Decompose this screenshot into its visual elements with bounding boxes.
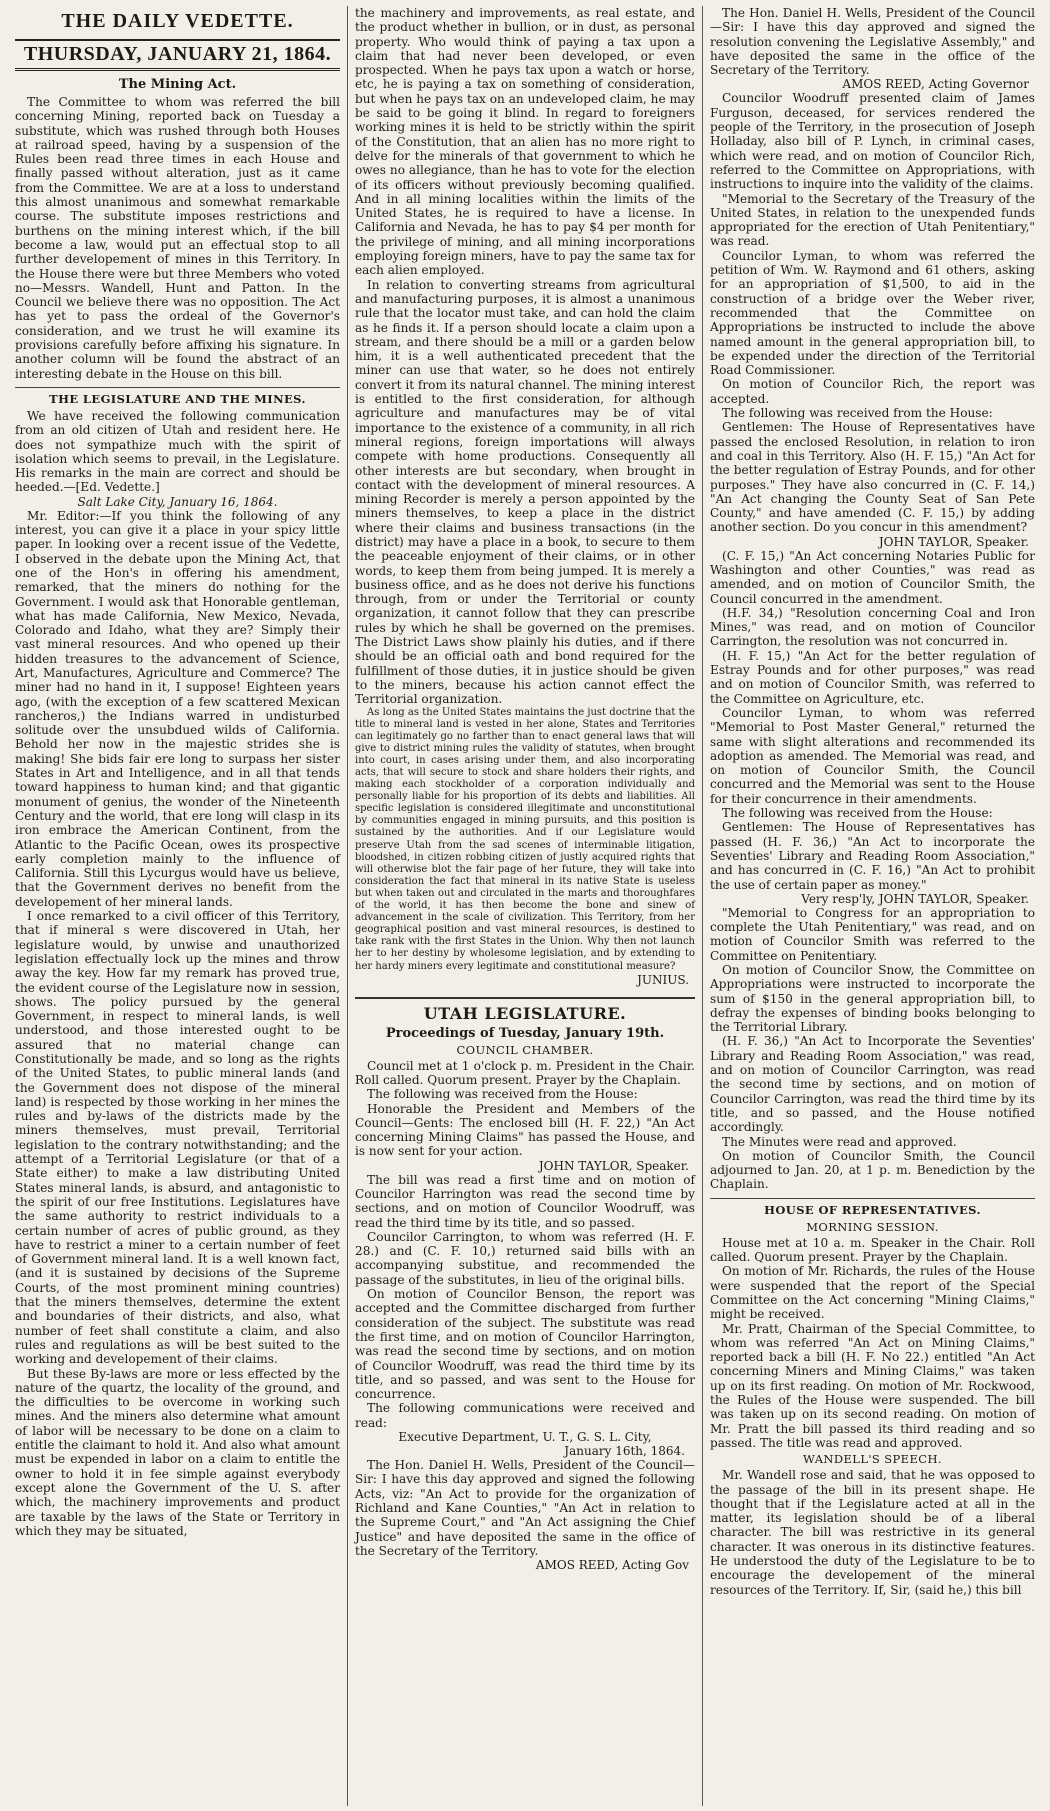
council-paragraph: "Memorial to Congress for an appropriation to complete the Utah Penitentiary," was read, and on motion of Councilor Smith was referred to the Committee on Penitentiary.	[710, 905, 1035, 963]
column-3	[703, 6, 1042, 1806]
council-paragraph: The following communications were received and read:	[355, 1401, 695, 1430]
mining-act-heading: The Mining Act.	[118, 77, 237, 92]
letter-paragraph-5: In relation to converting streams from agricultural and manufacturing purposes, it is almost a unanimous rule that the locator must take, and can hold the claim as he finds it. If a person should locate a claim upon a stream, and there should be a mill or a garden below him, it is a well authenticated precedent that the miner can use that water, so he does not entirely convert it from its natural channel. The mining interest is entitled to the first consideration, for although agriculture and manufactures may be of vital importance to the existence of a community, in all rich mineral regions, foreign importations will always compete with home productions. Consequently all other interests are but secondary, when brought in contact with the development of mineral resources. A mining Recorder is merely a person appointed by the miners themselves, to keep a place in the district where their claims and business transactions (in the district) may have a place in a book, to secure to them the peaceable enjoyment of their claims, or in other words, to keep them from being jumped. It is merely a business office, and as he does not derive his functions through, from or under the Territorial or county organization, it cannot follow that they can prescribe rules by which he shall be governed on the premises. The District Laws show plainly his duties, and if there should be an official oath and bond required for the fulfillment of those duties, it in justice should be given to the miners, because his action cannot effect the Territorial organization.	[355, 277, 695, 707]
executive-department-line: Executive Department, U. T., G. S. L. City,	[398, 1430, 652, 1445]
legislature-mines-intro: We have received the following communication from an old citizen of Utah and resident here. He does not sympathize much with the spirit of isolation which seems to prevail, in the Legislature. His remarks in the main are correct and should be heeded.—[Ed. Vedette.]	[15, 408, 340, 495]
council-paragraph: On motion of Councilor Smith, the Council adjourned to Jan. 20, at 1 p. m. Benediction by the Chaplain.	[710, 1148, 1035, 1192]
governor-signature: AMOS REED, Acting Governor	[842, 77, 1029, 92]
council-paragraph: The Hon. Daniel H. Wells, President of the Council—Sir: I have this day approved and signed the following Acts, viz: "An Act to provide for the organization of Richland and Kane Counties," "An Act in relation to the Supreme Court," and "An Act assigning the Chief Justice" and have deposited the same in the office of the Secretary of the Territory.	[355, 1458, 695, 1558]
masthead: THE DAILY VEDETTE.	[61, 10, 294, 32]
council-paragraph: (H. F. 15,) "An Act for the better regulation of Estray Pounds and for other purposes," was read and on motion of Councilor Smith, was referred to the Committee on Agriculture, etc.	[710, 648, 1035, 706]
governor-signature: AMOS REED, Acting Gov	[535, 1558, 689, 1573]
house-paragraph: Mr. Wandell rose and said, that he was opposed to the passage of the bill in its present shape. He thought that if the Legislature acted at all in the matter, its legislation should be of a liberal character. The bill was restrictive in its general character. It was onerous in its distinctive features. He understood the duty of the Legislature to be to encourage the developement of the mineral resources of the Territory. If, Sir, (said he,) this bill	[710, 1468, 1035, 1597]
mining-act-paragraph: The Committee to whom was referred the bill concerning Mining, reported back on Tuesday a substitute, which was rushed through both Houses at railroad speed, having by a suspension of the Rules been read three times in each House and finally passed without alteration, just as it came from the Committee. We are at a loss to understand this almost unanimous and somewhat remarkable course. The substitute imposes restrictions and burthens on the mining interest which, if the bill become a law, would put an effectual stop to all further developement of mines in this Territory. In the House there were but three Members who voted no—Messrs. Wandell, Hunt and Patton. In the Council we believe there was no opposition. The Act has yet to pass the ordeal of the Governor's consideration, and we trust he will examine its provisions carefully before affixing his signature. In another column will be found the abstract of an interesting debate in the House on this bill.	[15, 95, 340, 381]
legislature-mines-heading: THE LEGISLATURE AND THE MINES.	[15, 387, 340, 406]
wandell-speech-heading: WANDELL'S SPEECH.	[803, 1452, 942, 1467]
council-paragraph: Councilor Woodruff presented claim of James Furguson, deceased, for services rendered the people of the Territory, in the prosecution of Joseph Holladay, also bill of P. Lynch, in criminal cases, which were read, and on motion of Councilor Rich, referred to the Committee on Appropriations, with instructions to inquire into the validity of the claims.	[710, 91, 1035, 192]
council-paragraph: Council met at 1 o'clock p. m. President in the Chair. Roll called. Quorum present. Prayer by the Chaplain.	[355, 1058, 695, 1087]
council-paragraph: Honorable the President and Members of the Council—Gents: The enclosed bill (H. F. 22,) "An Act concerning Mining Claims" has passed the House, and is now sent for your action.	[355, 1101, 695, 1159]
dateline: THURSDAY, JANUARY 21, 1864.	[15, 39, 340, 71]
speaker-signature: JOHN TAYLOR, Speaker.	[878, 534, 1029, 549]
utah-legislature-heading: UTAH LEGISLATURE.	[355, 997, 695, 1023]
house-paragraph: House met at 10 a. m. Speaker in the Chair. Roll called. Quorum present. Prayer by the Chaplain.	[710, 1235, 1035, 1265]
speaker-signature: Very resp'ly, JOHN TAYLOR, Speaker.	[801, 891, 1029, 906]
council-chamber-heading: COUNCIL CHAMBER.	[456, 1042, 594, 1057]
council-paragraph: The Minutes were read and approved.	[722, 1134, 957, 1149]
speaker-signature: JOHN TAYLOR, Speaker.	[538, 1158, 689, 1173]
council-paragraph: The following was received from the House:	[722, 406, 993, 421]
executive-date-line: January 16th, 1864.	[564, 1444, 685, 1459]
letter-paragraph-4: the machinery and improvements, as real estate, and the product whether in bullion, or in dust, as personal property. Who would think of paying a tax upon a claim that had never been developed, or even prospected. When he pays tax upon a watch or horse, etc, he is paying a tax on something of consideration, but when he pays tax on an undeveloped claim, he may be said to be going it blind. In regard to foreigners working mines it is held to be strictly within the spirit of the Constitution, that an alien has no more right to delve for the minerals of that government to which he owes no allegiance, than he has to vote for the election of its officers without previously becoming qualified. And in all mining localities within the limits of the United States, he is required to have a license. In California and Nevada, he has to pay $4 per month for the privilege of mining, and all mining incorporations employing foreign miners, have to pay the same tax for each alien employed.	[355, 6, 695, 278]
council-paragraph: The Hon. Daniel H. Wells, President of the Council—Sir: I have this day approved and signed the resolution convening the Legislative Assembly," and have deposited the same in the office of the Secretary of the Territory.	[710, 6, 1035, 78]
council-paragraph: (H. F. 36,) "An Act to Incorporate the Seventies' Library and Reading Room Association," was read, and on motion of Councilor Carrington, was read the second time by sections, and on motion of Councilor Carrington, was read the third time by its title, and so passed, and the House notified accordingly.	[710, 1034, 1035, 1135]
council-paragraph: Councilor Lyman, to whom was referred "Memorial to Post Master General," returned the same with slight alterations and recommended its adoption as amended. The Memorial was read, and on motion of Councilor Smith, the Council concurred and the Memorial was sent to the House for their concurrence in their amendments.	[710, 705, 1035, 806]
letter-paragraph-1: Mr. Editor:—If you think the following of any interest, you can give it a place in your spicy little paper. In looking over a recent issue of the Vedette, I observed in the debate upon the Mining Act, that one of the Hon's in offering his amendment, remarked, that the miners do nothing for the Government. I would ask that Honorable gentleman, what has made California, New Mexico, Nevada, Colorado and Idaho, what they are? Simply their vast mineral resources. And who opened up their hidden treasures to the advancement of Science, Art, Manufactures, Agriculture and Commerce? The miner had no hand in it, I suppose! Eighteen years ago, (with the exception of a few scattered Mexican rancheros,) the Indians warred in undisturbed solitude over the unsubdued wilds of California. Behold her now in the majestic strides she is making! She bids fair ere long to surpass her sister States in Art and Intelligence, and in all that tends toward happiness to human kind; and that gigantic monument of genius, the wonder of the Nineteenth Century and the world, that ere long will clasp in its iron embrace the American Continent, from the Atlantic to the Pacific Ocean, owes its prospective early completion mainly to the influence of California. Still this Lycurgus would have us believe, that the Government derives no benefit from the developement of her mineral lands.	[15, 508, 340, 909]
council-paragraph: The following was received from the House:	[367, 1087, 638, 1102]
council-paragraph: Gentlemen: The House of Representatives has passed (H. F. 36,) "An Act to incorporate the Seventies' Library and Reading Room Association," and has concurred in (C. F. 16,) "An Act to prohibit the use of certain paper as money."	[710, 820, 1035, 892]
morning-session-heading: MORNING SESSION.	[806, 1219, 939, 1234]
letter-paragraph-3: But these By-laws are more or less effected by the nature of the quartz, the locality of the ground, and the difficulties to be overcome in working such mines. And the miners also determine what amount of labor will be necessary to be done on a claim to entitle the claimant to hold it. And also what amount must be expended in labor on a claim to entitle the owner to hold it in fee simple against everybody except alone the Government of the U. S. after which, the machinery improvements and product are taxable by the laws of the State or Territory in which they may be situated,	[15, 1366, 340, 1538]
proceedings-subheading: Proceedings of Tuesday, January 19th.	[385, 1025, 665, 1041]
house-heading: HOUSE OF REPRESENTATIVES.	[710, 1198, 1035, 1217]
column-2	[348, 6, 703, 1806]
council-paragraph: Councilor Carrington, to whom was referred (H. F. 28.) and (C. F. 10,) returned said bills with an accompanying substitue, and recommended the passage of the substitutes, in lieu of the original bills.	[355, 1229, 695, 1287]
council-paragraph: The following was received from the House:	[722, 806, 993, 821]
letter-small-print	[355, 707, 695, 973]
letter-place-date: Salt Lake City, January 16, 1864.	[77, 494, 278, 509]
council-paragraph: "Memorial to the Secretary of the Treasury of the United States, in relation to the unexpended funds appropriated for the erection of Utah Penitentiary," was read.	[710, 191, 1035, 249]
house-paragraph: Mr. Pratt, Chairman of the Special Committee, to whom was referred "An Act on Mining Claims," reported back a bill (H. F. No 22.) entitled "An Act concerning Miners and Mining Claims," was taken up on its first reading. On motion of Mr. Rockwood, the Rules of the House were suspended. The bill was taken up on its second reading. On motion of Mr. Pratt the bill passed its third reading and so passed. The title was read and approved.	[710, 1321, 1035, 1450]
council-paragraph: (H.F. 34,) "Resolution concerning Coal and Iron Mines," was read, and on motion of Councilor Carrington, the resolution was not concurred in.	[710, 605, 1035, 649]
letter-paragraph-2: I once remarked to a civil officer of this Territory, that if mineral s were discovered in Utah, her legislature would, by unwise and unauthorized legislation effectually lock up the mines and throw away the key. How far my remark has proved true, the evident course of the Legislature now in session, shows. The policy pursued by the general Government, in respect to mineral lands, is well understood, and those interested ought to be assured that no material change can Constitutionally be made, and so long as the rights of the United States, to public mineral lands (and the Government does not dispose of the mineral land) is respected by those working in her mines the rules and by-laws of the districts made by the miners themselves, must prevail, Territorial legislation to the contrary notwithstanding; and the attempt of a Territorial Legislature (or that of a State either) to make a law distributing United States mineral lands, is absurd, and antagonistic to the spirit of our free Institutions. Legislatures have the same authority to restrict individuals to a certain number of acres of public ground, as they have to restrict a miner to a certain number of feet of Government mineral land. It is a well known fact, (and it is sustained by decisions of the Supreme Courts, of the most prominent mining countries) that the miners themselves, determine the extent and boundaries of their districts, and also, what number of feet shall constitute a claim, and also rules and regulations as will be best suited to the working and developement of their claims.	[15, 909, 340, 1367]
council-paragraph: On motion of Councilor Snow, the Committee on Appropriations were instructed to incorporate the sum of $150 in the general appropriation bill, to defray the expenses of binding books belonging to the Territorial Library.	[710, 963, 1035, 1035]
council-paragraph: (C. F. 15,) "An Act concerning Notaries Public for Washington and other Counties," was read as amended, and on motion of Councilor Smith, the Council concurred in the amendment.	[710, 548, 1035, 606]
house-paragraph: On motion of Mr. Richards, the rules of the House were suspended that the report of the Special Committee on the Act concerning "Mining Claims," might be received.	[710, 1264, 1035, 1322]
council-paragraph: On motion of Councilor Rich, the report was accepted.	[710, 377, 1035, 406]
letter-paragraph-6: As long as the United States maintains the just doctrine that the title to mineral land is vested in her alone, States and Territories can legitimately go no farther than to enact general laws that will give to district mining rules the validity of statutes, when brought into court, in cases arising under them, and also incorporating acts, that will secure to stock and share holders their rights, and making each stockholder of a corporation individually and personally liable for his proportion of its debts and liabilities. All specific legislation is considered illegitimate and unconstitutional by communities engaged in mining pursuits, and this position is sustained by the authorities. And if our Legislature would preserve Utah from the sad scenes of interminable litigation, bloodshed, in citizen robbing citizen of justly acquired rights that will otherwise blot the fair page of her future, they will take into consideration the fact that mineral in its native State is useless but when taken out and circulated in the marts and thoroughfares of the world, it has then become the bone and sinew of advancement in the scale of civilization. This Territory, from her geographical position and vast mineral resources, is destined to take rank with the first States in the Union. Why then not launch her to her destiny by wholesome legislation, and by extending to her hardy miners every legitimate and constitutional measure?	[355, 706, 695, 972]
council-paragraph: Gentlemen: The House of Representatives have passed the enclosed Resolution, in relation to iron and coal in this Territory. Also (H. F. 15,) "An Act for the better regulation of Estray Pounds, and for other purposes." They have also concurred in (C. F. 14,) "An Act changing the County Seat of San Pete County," and have amended (C. F. 15,) by adding another section. Do you concur in this amendment?	[710, 420, 1035, 535]
letter-signature: JUNIUS.	[637, 972, 689, 987]
column-1	[8, 6, 348, 1806]
council-paragraph: Councilor Lyman, to whom was referred the petition of Wm. W. Raymond and 61 others, asking for an appropriation of $1,500, to aid in the construction of a bridge over the Weber river, recommended that the Committee on Appropriations be instructed to include the above named amount in the general appropriation bill, to be expended under the direction of the Territorial Road Commissioner.	[710, 248, 1035, 378]
council-paragraph: On motion of Councilor Benson, the report was accepted and the Committee discharged from further consideration of the subject. The substitute was read the first time, and on motion of Councilor Harrington, was read the second time by sections, and on motion of Councilor Woodruff, was read the third time by its title, and so passed, and was sent to the House for concurrence.	[355, 1287, 695, 1402]
council-paragraph: The bill was read a first time and on motion of Councilor Harrington was read the second time by sections, and on motion of Councilor Woodruff, was read the third time by its title, and so passed.	[355, 1172, 695, 1230]
